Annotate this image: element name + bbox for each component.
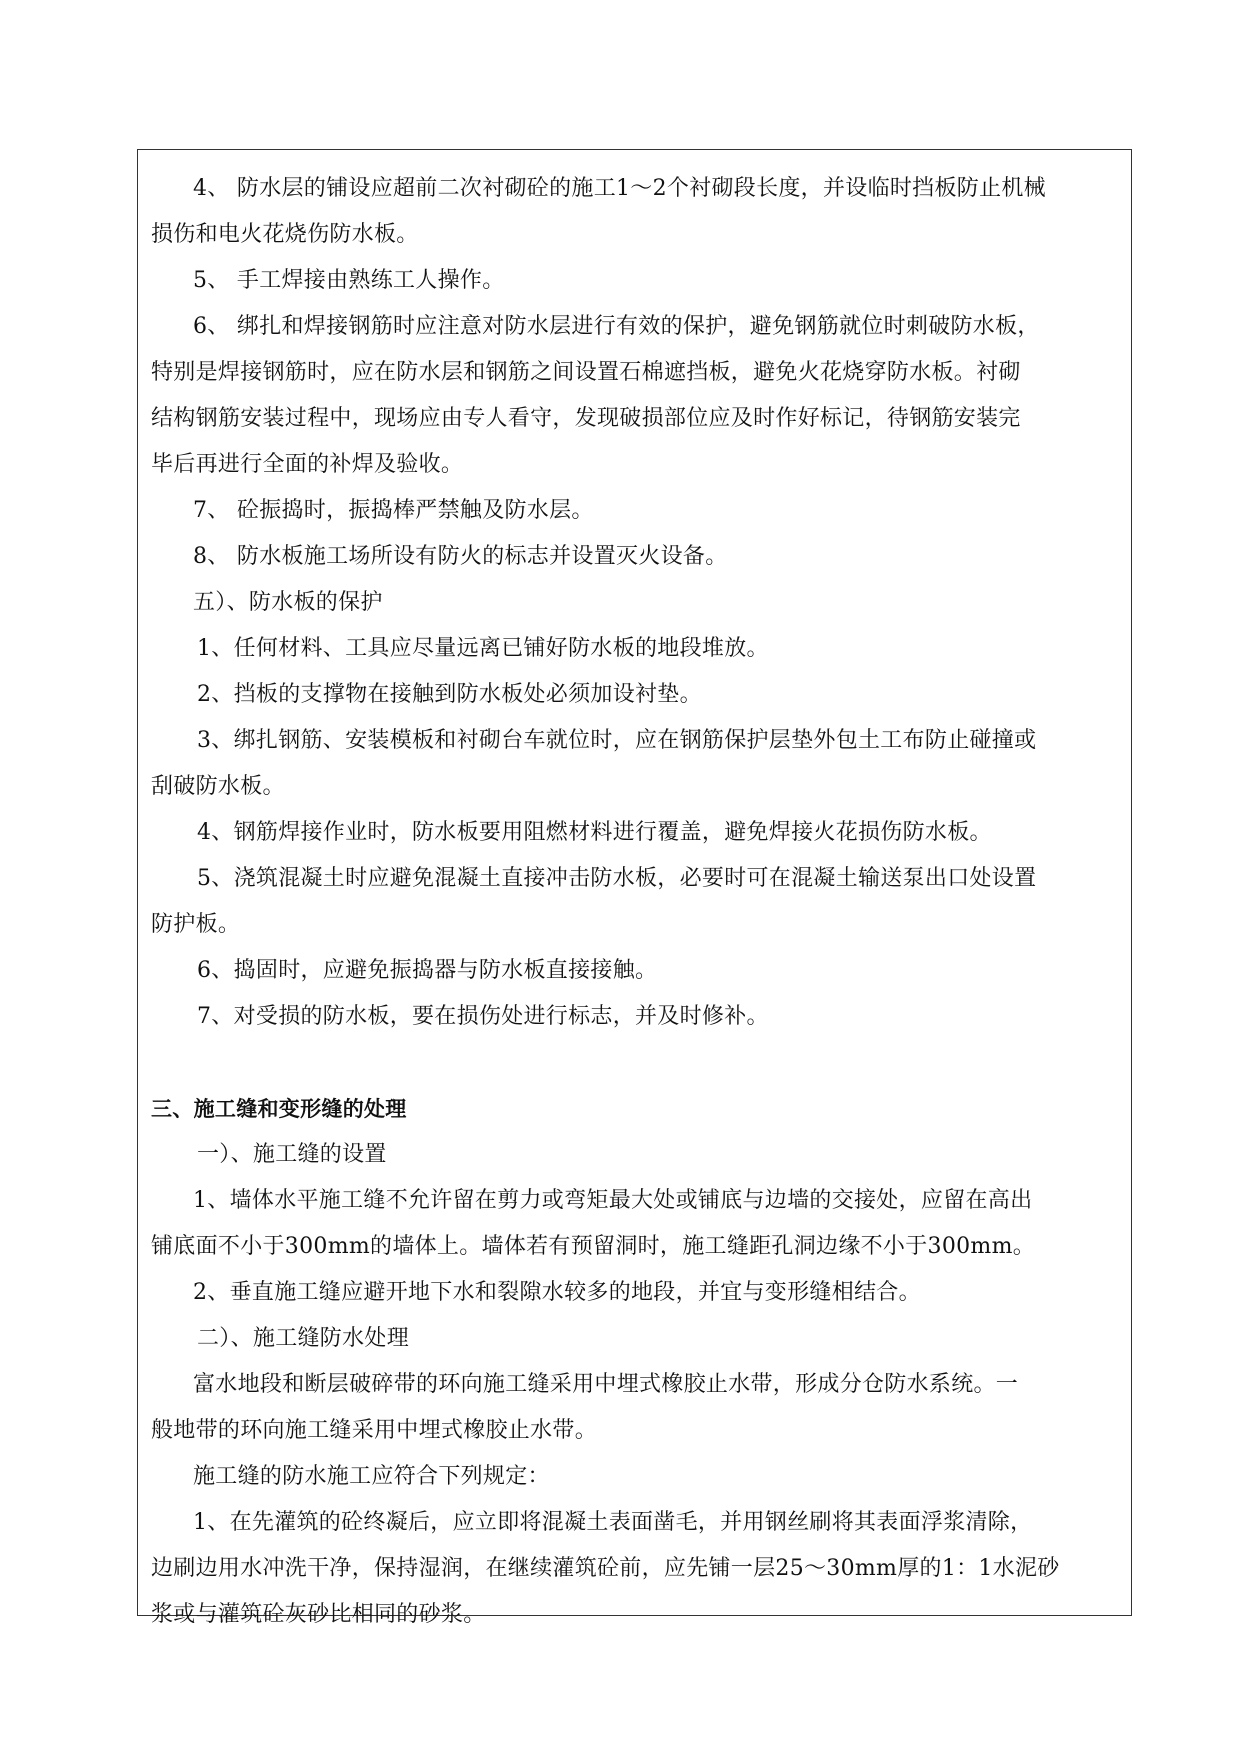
subsection-heading: 一）、施工缝的设置 [197, 1142, 387, 1167]
paragraph-line: 毕后再进行全面的补焊及验收。 [151, 452, 464, 477]
paragraph-line: 1、任何材料、工具应尽量远离已铺好防水板的地段堆放。 [197, 636, 769, 661]
paragraph-line: 6、 绑扎和焊接钢筋时应注意对防水层进行有效的保护，避免钢筋就位时刺破防水板， [193, 314, 1040, 339]
paragraph-line: 富水地段和断层破碎带的环向施工缝采用中埋式橡胶止水带，形成分仓防水系统。一 [193, 1372, 1019, 1397]
paragraph-line: 般地带的环向施工缝采用中埋式橡胶止水带。 [151, 1418, 598, 1443]
paragraph-line: 5、 手工焊接由熟练工人操作。 [193, 268, 505, 293]
paragraph-line: 刮破防水板。 [151, 774, 285, 799]
paragraph-line: 铺底面不小于300mm的墙体上。墙体若有预留洞时，施工缝距孔洞边缘不小于300mm。 [151, 1234, 1036, 1259]
paragraph-line: 4、钢筋焊接作业时，防水板要用阻燃材料进行覆盖，避免焊接火花损伤防水板。 [197, 820, 992, 845]
document-frame [137, 149, 1132, 1627]
section-heading: 三、施工缝和变形缝的处理 [151, 1097, 407, 1121]
document-body [151, 166, 1119, 1638]
paragraph-line: 损伤和电火花烧伤防水板。 [151, 222, 419, 247]
subsection-heading: 五）、防水板的保护 [193, 590, 383, 615]
paragraph-line: 2、挡板的支撑物在接触到防水板处必须加设衬垫。 [197, 682, 702, 707]
paragraph-line: 4、 防水层的铺设应超前二次衬砌砼的施工1～2个衬砌段长度，并设临时挡板防止机械 [193, 176, 1046, 201]
paragraph-line: 3、绑扎钢筋、安装模板和衬砌台车就位时，应在钢筋保护层垫外包土工布防止碰撞或 [197, 728, 1037, 753]
paragraph-line: 边刷边用水冲洗干净，保持湿润，在继续灌筑砼前，应先铺一层25～30mm厚的1：1水泥砂 [151, 1556, 1060, 1581]
paragraph-line: 1、墙体水平施工缝不允许留在剪力或弯矩最大处或铺底与边墙的交接处，应留在高出 [193, 1188, 1033, 1213]
paragraph-line: 1、在先灌筑的砼终凝后，应立即将混凝土表面凿毛，并用钢丝刷将其表面浮浆清除， [193, 1510, 1033, 1535]
subsection-heading: 二）、施工缝防水处理 [197, 1326, 410, 1351]
paragraph-line: 结构钢筋安装过程中，现场应由专人看守，发现破损部位应及时作好标记，待钢筋安装完 [151, 406, 1021, 431]
blank-spacer [151, 1040, 1119, 1086]
paragraph-line: 浆或与灌筑砼灰砂比相同的砂浆。 [151, 1602, 486, 1627]
paragraph-line: 7、对受损的防水板，要在损伤处进行标志，并及时修补。 [197, 1004, 769, 1029]
paragraph-line: 6、捣固时，应避免振捣器与防水板直接接触。 [197, 958, 658, 983]
paragraph-line: 特别是焊接钢筋时，应在防水层和钢筋之间设置石棉遮挡板，避免火花烧穿防水板。衬砌 [151, 360, 1021, 385]
paragraph-line: 2、垂直施工缝应避开地下水和裂隙水较多的地段，并宜与变形缝相结合。 [193, 1280, 921, 1305]
paragraph-line: 8、 防水板施工场所设有防火的标志并设置灭火设备。 [193, 544, 728, 569]
paragraph-line: 5、浇筑混凝土时应避免混凝土直接冲击防水板，必要时可在混凝土输送泵出口处设置 [197, 866, 1037, 891]
paragraph-line: 7、 砼振捣时，振捣棒严禁触及防水层。 [193, 498, 594, 523]
paragraph-line: 施工缝的防水施工应符合下列规定： [193, 1464, 550, 1489]
paragraph-line: 防护板。 [151, 912, 241, 937]
